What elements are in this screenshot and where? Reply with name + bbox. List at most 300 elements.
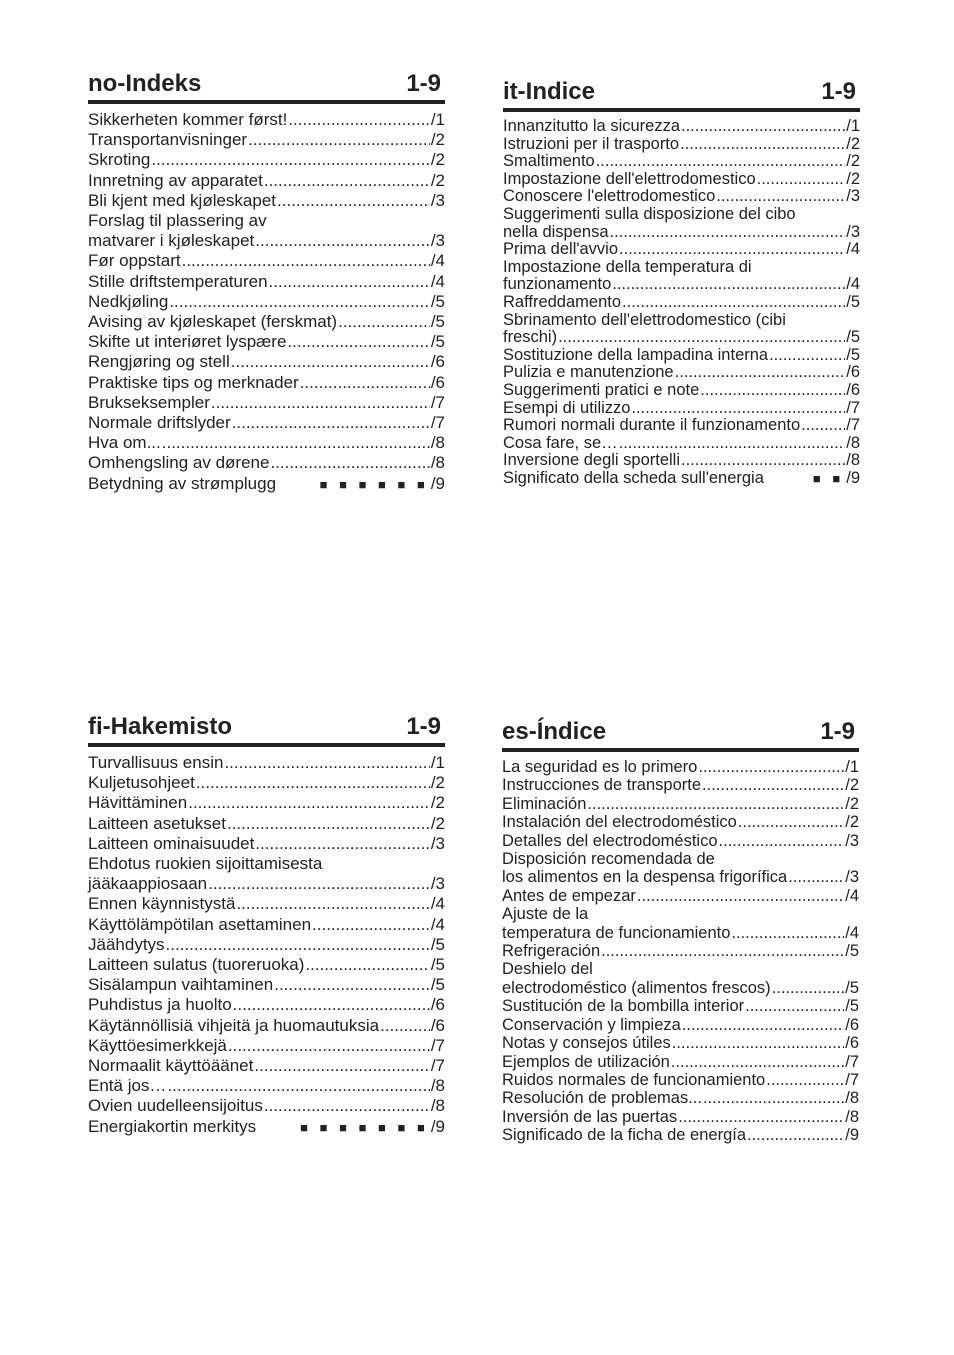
entry-title: Inversión de las puertas (502, 1107, 678, 1126)
index-entry (502, 1108, 859, 1126)
dot-leader (269, 272, 430, 292)
dot-leader (619, 435, 846, 453)
dot-leader (233, 995, 430, 1015)
section-heading (88, 713, 445, 747)
index-entry (88, 955, 445, 975)
entry-page-number: /7 (845, 1052, 859, 1071)
dot-leader (208, 874, 430, 894)
entry-page-number: /8 (845, 1089, 859, 1108)
entry-page-number: /5 (846, 345, 860, 364)
entry-title: Omhengsling av dørene (88, 453, 270, 473)
entry-page-number: /8 (430, 453, 445, 473)
dot-leader (698, 758, 844, 776)
index-entry (88, 915, 445, 935)
section-heading (502, 718, 859, 752)
dot-leader (637, 887, 844, 905)
entry-page-number: /6 (430, 995, 445, 1015)
entry-title: Bli kjent med kjøleskapet (88, 190, 277, 210)
entry-title: Sikkerheten kommer først! (88, 110, 288, 129)
entry-title: Ennen käynnistystä (88, 894, 236, 914)
entry-page-number: /3 (430, 231, 445, 251)
entry-list (88, 753, 445, 1138)
entry-title: Pulizia e manutenzione (503, 363, 674, 382)
entry-page-number: /9 (430, 473, 445, 493)
index-entry (88, 1036, 445, 1056)
index-entry (503, 294, 860, 312)
entry-title: los alimentos en la despensa frigorífica (502, 868, 788, 887)
index-entry (503, 329, 860, 347)
entry-page-number: /7 (846, 398, 860, 417)
index-entry (88, 894, 445, 914)
index-entry (503, 417, 860, 435)
index-entry (502, 758, 859, 776)
dot-leader (264, 1096, 430, 1116)
entry-title: Eliminación (502, 794, 587, 813)
entry-title: Käytännöllisiä vihjeitä ja huomautuksia (88, 1015, 380, 1035)
index-entry (502, 776, 859, 794)
energy-squares: ■ ■ (812, 470, 845, 486)
entry-page-number: /3 (845, 831, 859, 850)
entry-title: nella dispensa (503, 222, 609, 241)
index-entry (503, 452, 860, 470)
index-entry-title-line: Sbrinamento dell'elettrodomestico (cibi (503, 310, 786, 329)
entry-title: Suggerimenti pratici e note (503, 380, 700, 399)
index-entry (503, 118, 860, 136)
entry-title: freschi) (503, 328, 558, 347)
index-entry-title-line: Suggerimenti sulla disposizione del cibo (503, 204, 796, 223)
index-entry (502, 1034, 859, 1052)
index-entry (502, 887, 859, 905)
dot-leader (671, 1053, 844, 1071)
entry-title: Prima dell'avvio (503, 240, 619, 259)
dot-leader (300, 373, 430, 393)
entry-title: Stille driftstemperaturen (88, 271, 268, 291)
entry-title: Kuljetusohjeet (88, 773, 195, 793)
entry-title: Resolución de problemas... (502, 1089, 702, 1108)
entry-title: Energiakortin merkitys (88, 1116, 257, 1136)
index-entry (502, 813, 859, 831)
index-entry (88, 995, 445, 1015)
entry-title: Turvallisuus ensin (88, 753, 224, 772)
entry-list (502, 758, 859, 1145)
index-entry (503, 276, 860, 294)
entry-title: Skifte ut interiøret lyspære (88, 332, 287, 352)
index-entry (502, 868, 859, 886)
entry-page-number: /8 (845, 1107, 859, 1126)
section-page-range: 1-9 (406, 70, 441, 97)
entry-page-number: /4 (845, 923, 859, 942)
index-entry (88, 753, 445, 773)
dot-leader (211, 393, 430, 413)
entry-page-number: /7 (845, 1070, 859, 1089)
index-entry (502, 979, 859, 997)
entry-title: Puhdistus ja huolto (88, 995, 232, 1015)
entry-page-number: /8 (846, 433, 860, 452)
entry-page-number: /2 (845, 794, 859, 813)
entry-title: Betydning av strømplugg (88, 473, 277, 493)
dot-leader (788, 868, 844, 886)
dot-leader (716, 188, 845, 206)
index-entry (503, 241, 860, 259)
entry-title: Normale driftslyder (88, 413, 231, 433)
dot-leader (270, 453, 429, 473)
entry-title: jääkaappiosaan (88, 874, 208, 894)
index-entry (502, 1071, 859, 1089)
index-entry (503, 224, 860, 242)
entry-page-number: /6 (430, 372, 445, 392)
entry-page-number: /4 (846, 240, 860, 259)
dot-leader (274, 975, 430, 995)
entry-page-number: /1 (430, 110, 445, 129)
index-entry (503, 435, 860, 453)
dot-leader (236, 894, 429, 914)
entry-page-number: /9 (845, 1126, 859, 1145)
index-entry-title-line: Ehdotus ruokien sijoittamisesta (88, 854, 323, 874)
entry-page-number: /2 (846, 134, 860, 153)
entry-list (88, 110, 445, 495)
index-entry (88, 110, 445, 130)
entry-page-number: /6 (846, 363, 860, 382)
entry-title: Sostituzione della lampadina interna (503, 345, 769, 364)
entry-title: Laitteen asetukset (88, 813, 226, 833)
section-page-range: 1-9 (406, 713, 441, 740)
entry-title: Raffreddamento (503, 292, 622, 311)
entry-page-number: /2 (430, 793, 445, 813)
entry-title: Smaltimento (503, 152, 595, 171)
entry-title: Brukseksempler (88, 392, 210, 412)
dot-leader (682, 1016, 844, 1034)
entry-title: Transportanvisninger (88, 130, 248, 150)
dot-leader (731, 924, 844, 942)
section-heading (88, 70, 445, 104)
index-entry (88, 793, 445, 813)
index-entry (503, 171, 860, 189)
dot-leader (745, 997, 844, 1015)
dot-leader (558, 329, 845, 347)
dot-leader (766, 1071, 844, 1089)
index-entry (502, 997, 859, 1015)
index-entry (88, 433, 445, 453)
dot-leader (224, 753, 429, 773)
entry-page-number: /5 (430, 955, 445, 975)
entry-page-number: /3 (430, 190, 445, 210)
dot-leader (738, 813, 844, 831)
entry-title: Esempi di utilizzo (503, 398, 631, 417)
entry-page-number: /5 (845, 978, 859, 997)
index-entry (502, 1089, 859, 1107)
entry-page-number: /1 (846, 117, 860, 135)
index-entry (88, 150, 445, 170)
dot-leader (167, 1076, 429, 1096)
entry-page-number: /9 (846, 468, 860, 487)
entry-page-number: /6 (430, 352, 445, 372)
entry-title: Impostazione dell'elettrodomestico (503, 169, 756, 188)
index-entry (88, 352, 445, 372)
entry-title: Refrigeración (502, 942, 601, 961)
index-entry (503, 153, 860, 171)
entry-page-number: /5 (430, 975, 445, 995)
energy-squares: ■ ■ ■ ■ ■ ■ (319, 476, 429, 492)
index-entry (503, 347, 860, 365)
entry-title: Käyttöesimerkkejä (88, 1035, 227, 1055)
index-entry (88, 1117, 445, 1138)
entry-page-number: /5 (430, 934, 445, 954)
index-entry (502, 832, 859, 850)
entry-page-number: /5 (430, 332, 445, 352)
entry-title: Ejemplos de utilización (502, 1052, 670, 1071)
dot-leader (227, 814, 430, 834)
index-entry (502, 942, 859, 960)
entry-page-number: /5 (430, 312, 445, 332)
dot-leader (681, 452, 845, 470)
index-entry (503, 364, 860, 382)
index-entry (502, 1126, 859, 1144)
entry-title: Før oppstart (88, 251, 181, 271)
entry-title: Cosa fare, se… (503, 433, 618, 452)
entry-page-number: /5 (846, 328, 860, 347)
entry-title: Hävittäminen (88, 793, 188, 813)
section-page-range: 1-9 (821, 78, 856, 105)
entry-page-number: /7 (430, 1035, 445, 1055)
index-entry (88, 773, 445, 793)
entry-page-number: /7 (430, 392, 445, 412)
dot-leader (188, 793, 430, 813)
entry-title: Sustitución de la bombilla interior (502, 997, 745, 1016)
entry-title: Hva om... (88, 433, 161, 453)
index-entry (502, 795, 859, 813)
dot-leader (162, 433, 430, 453)
index-entry-title-line: Disposición recomendada de (502, 850, 715, 869)
entry-title: Inversione degli sportelli (503, 451, 681, 470)
dot-leader (248, 130, 430, 150)
section-title: no-Indeks (88, 70, 202, 97)
entry-page-number: /3 (846, 187, 860, 206)
section-title: fi-Hakemisto (88, 713, 233, 740)
entry-page-number: /3 (430, 833, 445, 853)
entry-title: Jäähdytys (88, 934, 165, 954)
entry-page-number: /2 (430, 813, 445, 833)
entry-title: Conoscere l'elettrodomestico (503, 187, 716, 206)
entry-title: Innanzitutto la sicurezza (503, 117, 681, 135)
index-entry (88, 474, 445, 495)
entry-title: Laitteen sulatus (tuoreruoka) (88, 955, 305, 975)
index-entry (503, 382, 860, 400)
entry-page-number: /6 (846, 380, 860, 399)
index-entry (503, 400, 860, 418)
entry-title: Avising av kjøleskapet (ferskmat) (88, 312, 338, 332)
index-entry (88, 231, 445, 251)
section-title: es-Índice (502, 718, 607, 745)
entry-page-number: /3 (845, 868, 859, 887)
dot-leader (587, 795, 844, 813)
dot-leader (619, 241, 845, 259)
dot-leader (719, 832, 845, 850)
entry-page-number: /2 (846, 169, 860, 188)
index-entry (88, 1016, 445, 1036)
entry-page-number: /8 (430, 1096, 445, 1116)
entry-title: Laitteen ominaisuudet (88, 833, 255, 853)
index-entry (88, 272, 445, 292)
dot-leader (612, 276, 845, 294)
entry-title: Ovien uudelleensijoitus (88, 1096, 263, 1116)
entry-page-number: /4 (430, 271, 445, 291)
index-entry (88, 393, 445, 413)
dot-leader (601, 942, 844, 960)
entry-page-number: /3 (846, 222, 860, 241)
dot-leader (312, 915, 430, 935)
index-entry (88, 251, 445, 271)
dot-leader (631, 400, 845, 418)
dot-leader (772, 979, 845, 997)
dot-leader (610, 224, 846, 242)
entry-title: Entä jos… (88, 1076, 167, 1096)
index-entry (503, 136, 860, 154)
index-entry-title-line: Deshielo del (502, 960, 593, 979)
entry-page-number: /1 (430, 753, 445, 772)
entry-title: Significado de la ficha de energía (502, 1126, 747, 1145)
index-entry (88, 171, 445, 191)
dot-leader (678, 1108, 844, 1126)
index-entry (88, 453, 445, 473)
entry-title: Sisälampun vaihtaminen (88, 975, 274, 995)
dot-leader (338, 312, 430, 332)
index-section-it (503, 78, 860, 487)
entry-page-number: /8 (430, 433, 445, 453)
dot-leader (380, 1016, 430, 1036)
index-entry-title-line: Impostazione della temperatura di (503, 257, 752, 276)
index-entry (88, 975, 445, 995)
entry-title: Normaalit käyttöäänet (88, 1056, 254, 1076)
dot-leader (680, 136, 845, 154)
entry-page-number: /8 (846, 451, 860, 470)
entry-page-number: /4 (845, 886, 859, 905)
index-entry (88, 935, 445, 955)
dot-leader (182, 251, 430, 271)
dot-leader (228, 1036, 430, 1056)
dot-leader (288, 110, 429, 130)
entry-page-number: /2 (845, 813, 859, 832)
entry-page-number: /7 (846, 416, 860, 435)
dot-leader (196, 773, 430, 793)
entry-page-number: /5 (846, 292, 860, 311)
entry-title: Käyttölämpötilan asettaminen (88, 914, 312, 934)
entry-page-number: /6 (845, 1015, 859, 1034)
index-entry (502, 924, 859, 942)
entry-title: La seguridad es lo primero (502, 758, 698, 776)
dot-leader (675, 364, 846, 382)
index-entry-title-line: Forslag til plassering av (88, 211, 267, 231)
dot-leader (747, 1126, 844, 1144)
entry-title: Ruidos normales de funcionamiento (502, 1070, 766, 1089)
entry-page-number: /1 (845, 758, 859, 776)
entry-title: Detalles del electrodoméstico (502, 831, 718, 850)
index-entry (88, 332, 445, 352)
section-title: it-Indice (503, 78, 596, 105)
entry-list (503, 118, 860, 487)
index-entry (88, 1076, 445, 1096)
dot-leader (702, 776, 844, 794)
dot-leader (757, 171, 846, 189)
entry-page-number: /4 (846, 275, 860, 294)
dot-leader (287, 332, 429, 352)
dot-leader (801, 417, 845, 435)
dot-leader (700, 382, 845, 400)
entry-page-number: /4 (430, 251, 445, 271)
entry-page-number: /7 (430, 1056, 445, 1076)
dot-leader (254, 1056, 429, 1076)
entry-title: Rengjøring og stell (88, 352, 230, 372)
entry-title: Istruzioni per il trasporto (503, 134, 680, 153)
entry-title: Conservación y limpieza (502, 1015, 681, 1034)
index-entry (88, 312, 445, 332)
entry-page-number: /2 (846, 152, 860, 171)
index-entry (88, 814, 445, 834)
entry-page-number: /9 (430, 1116, 445, 1136)
index-entry (88, 834, 445, 854)
index-entry (503, 188, 860, 206)
entry-title: Antes de empezar (502, 886, 636, 905)
dot-leader (166, 935, 430, 955)
index-entry (88, 874, 445, 894)
dot-leader (264, 171, 430, 191)
dot-leader (681, 118, 845, 136)
section-page-range: 1-9 (820, 718, 855, 745)
dot-leader (277, 191, 430, 211)
entry-title: Instalación del electrodoméstico (502, 813, 737, 832)
index-entry (88, 191, 445, 211)
section-heading (503, 78, 860, 112)
dot-leader (769, 347, 845, 365)
index-entry (88, 373, 445, 393)
entry-page-number: /5 (845, 942, 859, 961)
dot-leader (231, 352, 430, 372)
dot-leader (151, 150, 429, 170)
dot-leader (622, 294, 845, 312)
index-section-fi (88, 713, 445, 1138)
index-section-no (88, 70, 445, 495)
entry-page-number: /4 (430, 914, 445, 934)
entry-page-number: /2 (430, 773, 445, 793)
index-entry (88, 413, 445, 433)
entry-title: Rumori normali durante il funzionamento (503, 416, 801, 435)
index-section-es (502, 718, 859, 1145)
entry-page-number: /5 (430, 291, 445, 311)
entry-page-number: /6 (430, 1015, 445, 1035)
index-entry (88, 1096, 445, 1116)
entry-page-number: /2 (845, 776, 859, 795)
entry-title: Nedkjøling (88, 291, 169, 311)
entry-title: matvarer i kjøleskapet (88, 231, 255, 251)
dot-leader (305, 955, 429, 975)
energy-squares: ■ ■ ■ ■ ■ ■ ■ (300, 1119, 429, 1135)
entry-page-number: /2 (430, 130, 445, 150)
entry-page-number: /3 (430, 874, 445, 894)
dot-leader (255, 231, 430, 251)
dot-leader (672, 1034, 844, 1052)
entry-page-number: /5 (845, 997, 859, 1016)
entry-page-number: /7 (430, 413, 445, 433)
entry-title: Instrucciones de transporte (502, 776, 702, 795)
dot-leader (703, 1089, 844, 1107)
entry-title: electrodoméstico (alimentos frescos) (502, 978, 771, 997)
dot-leader (255, 834, 429, 854)
entry-page-number: /8 (430, 1076, 445, 1096)
index-entry (88, 292, 445, 312)
entry-title: funzionamento (503, 275, 612, 294)
index-entry (88, 130, 445, 150)
entry-title: Praktiske tips og merknader (88, 372, 299, 392)
dot-leader (232, 413, 430, 433)
